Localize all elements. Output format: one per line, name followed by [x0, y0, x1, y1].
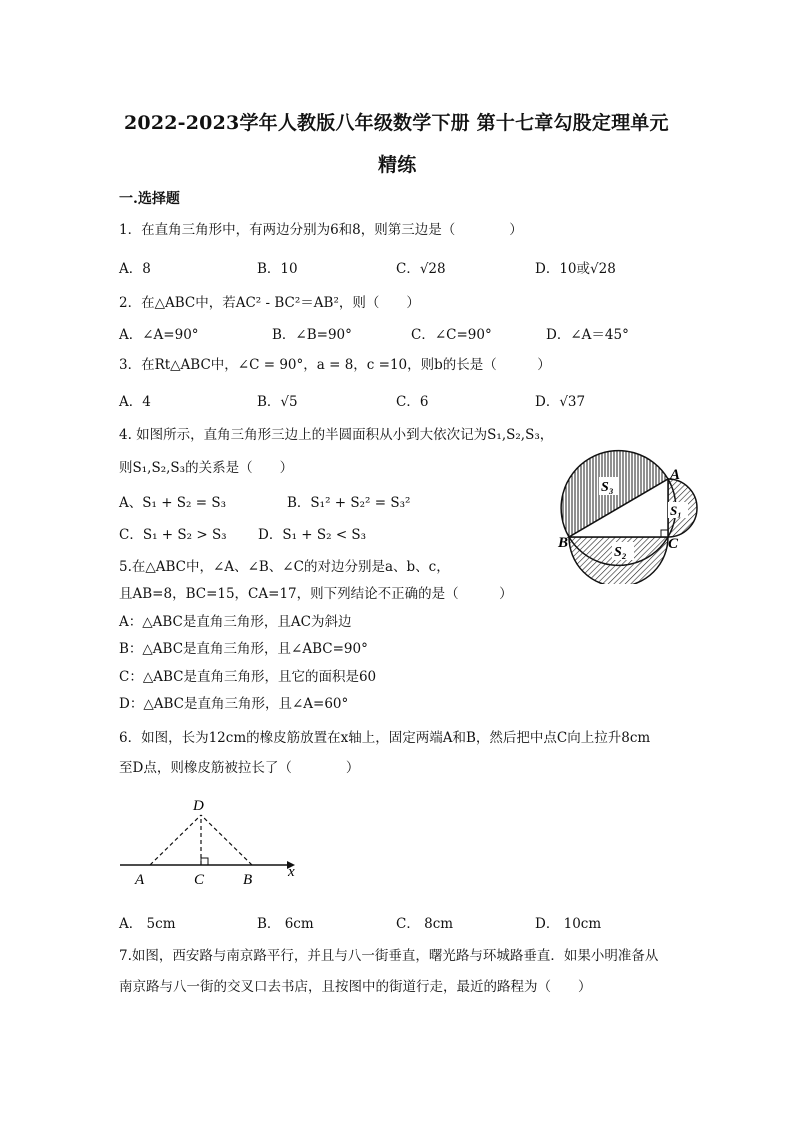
question-3-option-b: B．√5	[257, 394, 298, 410]
section-heading: 一.选择题	[119, 191, 180, 207]
question-5-option-b: B：△ABC是直角三角形，且∠ABC=90°	[119, 641, 368, 657]
question-4-option-d: D．S₁ + S₂ < S₃	[258, 527, 367, 543]
question-2-option-c: C．∠C=90°	[411, 327, 492, 343]
question-4-option-a: A、S₁ + S₂ = S₃	[119, 495, 227, 511]
document-title-line1: 2022-2023学年人教版八年级数学下册 第十七章勾股定理单元	[124, 112, 669, 134]
question-3-stem: 3．在Rt△ABC中，∠C = 90°，a = 8，c =10，则b的长是（ ）	[119, 357, 551, 373]
question-1-option-d: D．10或√28	[535, 261, 616, 277]
label-x: x	[288, 864, 295, 880]
question-2-option-a: A．∠A=90°	[119, 327, 199, 343]
question-4-figure	[556, 449, 706, 584]
question-2-option-d: D．∠A＝45°	[546, 327, 629, 343]
question-6-option-d: D． 10cm	[535, 916, 602, 932]
right-angle-mark	[201, 858, 208, 865]
label-a: A	[135, 872, 145, 888]
label-c: C	[668, 536, 679, 552]
label-s2: S₂	[614, 545, 627, 560]
label-s3: S₃	[601, 480, 614, 495]
segment-bd	[201, 815, 252, 865]
question-3-option-c: C．6	[396, 394, 429, 410]
question-5-stem-line2: 且AB=8，BC=15，CA=17，则下列结论不正确的是（ ）	[119, 586, 513, 602]
segment-ad	[150, 815, 201, 865]
question-2-option-b: B．∠B=90°	[272, 327, 352, 343]
question-6-figure	[115, 790, 315, 890]
question-1-option-a: A．8	[119, 261, 151, 277]
question-6-option-a: A． 5cm	[119, 916, 176, 932]
question-1-option-c: C．√28	[396, 261, 446, 277]
question-6-option-c: C． 8cm	[396, 916, 454, 932]
question-2-stem: 2．在△ABC中，若AC² - BC²＝AB²，则（ ）	[119, 295, 420, 311]
question-1-stem: 1．在直角三角形中，有两边分别为6和8，则第三边是（ ）	[119, 222, 523, 238]
question-5-option-a: A：△ABC是直角三角形，且AC为斜边	[119, 614, 352, 630]
label-b: B	[558, 535, 569, 551]
label-c: C	[194, 872, 205, 888]
label-b: B	[243, 872, 253, 888]
question-4-stem-line1: 4. 如图所示，直角三角形三边上的半圆面积从小到大依次记为S₁,S₂,S₃，	[119, 427, 554, 443]
question-7-stem-line1: 7.如图，西安路与南京路平行，并且与八一街垂直，曙光路与环城路垂直．如果小明准备从	[119, 948, 659, 964]
question-6-stem-line1: 6．如图，长为12cm的橡皮筋放置在x轴上，固定两端A和B，然后把中点C向上拉升8cm	[119, 730, 651, 746]
question-6-stem-line2: 至D点，则橡皮筋被拉长了（ ）	[119, 760, 360, 776]
label-s1: S₁	[670, 503, 682, 518]
question-7-stem-line2: 南京路与八一街的交叉口去书店，且按图中的街道行走，最近的路程为（ ）	[119, 979, 592, 995]
question-4-option-b: B．S₁² + S₂² = S₃²	[287, 495, 411, 511]
question-3-option-d: D．√37	[535, 394, 586, 410]
question-5-stem-line1: 5.在△ABC中，∠A、∠B、∠C的对边分别是a、b、c，	[119, 559, 450, 575]
label-a: A	[670, 467, 681, 483]
question-3-option-a: A．4	[119, 394, 151, 410]
question-6-option-b: B． 6cm	[257, 916, 314, 932]
label-d: D	[193, 798, 204, 814]
question-4-stem-line2: 则S₁,S₂,S₃的关系是（ ）	[119, 460, 294, 476]
document-title-line2: 精练	[378, 154, 417, 176]
question-5-option-c: C：△ABC是直角三角形，且它的面积是60	[119, 669, 377, 685]
question-1-option-b: B．10	[257, 261, 298, 277]
question-4-option-c: C．S₁ + S₂ > S₃	[119, 527, 227, 543]
question-5-option-d: D：△ABC是直角三角形，且∠A=60°	[119, 696, 349, 712]
